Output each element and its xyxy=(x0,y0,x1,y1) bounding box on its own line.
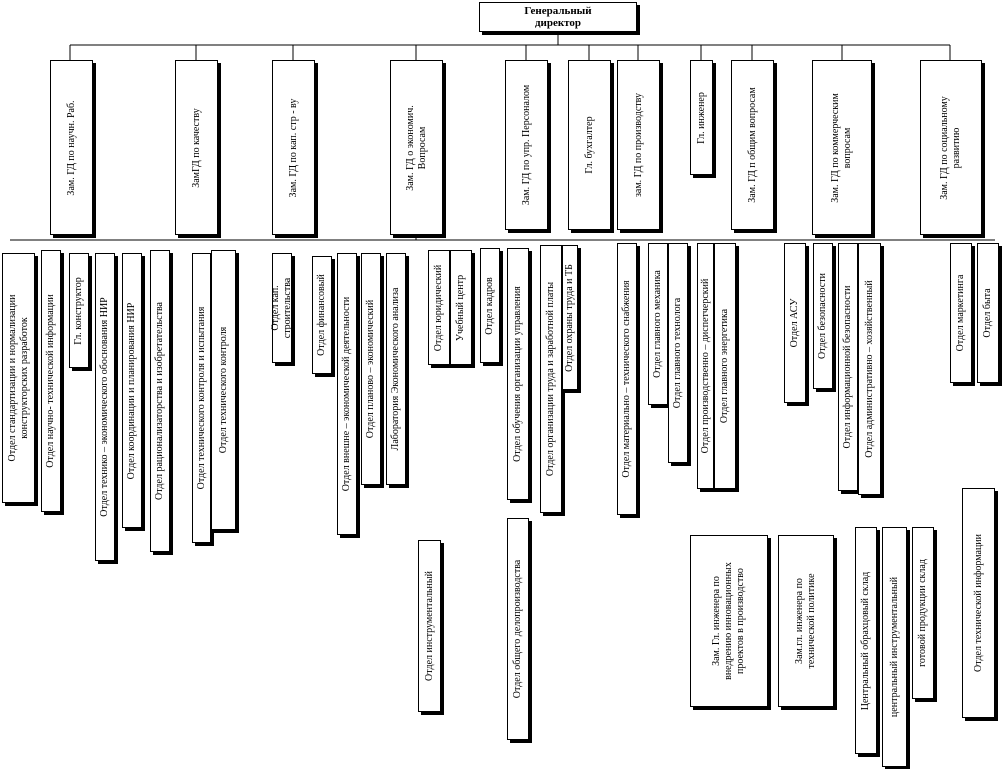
deputy-chief-engineer-innovation xyxy=(690,535,768,707)
dept-label: Отдел стандартизации и нормализации конструкторских разработок xyxy=(6,294,30,462)
training-center xyxy=(450,250,472,365)
dept-technical-information xyxy=(962,488,995,718)
dept-label: Отдел главного энергетика xyxy=(719,308,730,424)
deputy-label: Зам. ГД по упр. Персоналом xyxy=(520,84,532,206)
dept-label: Отдел технической информации xyxy=(972,534,984,672)
dept-label: Отдел технического контроля и испытания xyxy=(195,306,207,490)
dept-label: Отдел безопасности xyxy=(817,273,828,359)
dept-chief-mechanic xyxy=(648,243,668,405)
dept-chief-technologist xyxy=(668,243,688,463)
dept-label: Учебный центр xyxy=(455,274,466,341)
chief-accountant xyxy=(568,60,611,230)
dept-label: Отдел научно- технической информации xyxy=(45,294,56,468)
dept-foreign-economic xyxy=(337,253,357,535)
dept-management-training xyxy=(507,248,529,500)
dept-label: Отдел рационализаторства и изобретательства xyxy=(154,301,165,501)
deputy-label: Зам. ГД по научн. Раб. xyxy=(65,99,77,196)
dept-label: Отдел кап. строительства xyxy=(270,277,293,339)
dept-asu xyxy=(784,243,806,403)
dept-household xyxy=(977,243,999,383)
dept-label: готовой продукции склад xyxy=(917,559,928,667)
deputy-social xyxy=(920,60,982,235)
dept-label: Лаборатория Экономического анализа xyxy=(390,287,401,451)
dept-label: центральный инструментальный xyxy=(888,576,900,718)
deputy-quality xyxy=(175,60,218,235)
deputy-science xyxy=(50,60,93,235)
dept-standardization xyxy=(2,253,35,503)
dept-dispatch xyxy=(697,243,714,489)
finished-goods-warehouse xyxy=(912,527,934,699)
dept-label: Отдел обучения организации управления xyxy=(512,286,523,462)
dept-label: Отдел планово – экономический xyxy=(365,299,376,439)
dept-labor-payroll xyxy=(540,245,562,513)
dept-label: Гл. конструктор xyxy=(73,276,84,345)
deputy-personnel xyxy=(505,60,548,230)
dept-label: Зам. Гл. инженера по внедрению инновационных проектов в производство xyxy=(711,562,746,680)
deputy-label: Зам. ГД п общим вопросам xyxy=(746,87,758,203)
dept-administrative xyxy=(858,243,881,495)
dept-security xyxy=(813,243,833,389)
dept-label: Отдел кадров xyxy=(484,276,495,335)
dept-scientific-info xyxy=(41,250,61,512)
dept-label: Отдел маркетинга xyxy=(955,274,966,352)
dept-label: Отдел технико – экономического обоснования НИР xyxy=(99,297,110,517)
dept-label: Отдел юридический xyxy=(433,264,444,351)
dept-marketing xyxy=(950,243,972,383)
dept-planning-economic xyxy=(361,253,381,485)
dept-label: Отдел технического контроля xyxy=(217,326,229,454)
deputy-economics xyxy=(390,60,443,235)
dept-label: Отдел административно – хозяйственный xyxy=(863,280,875,458)
deputy-general-affairs xyxy=(731,60,774,230)
central-sample-warehouse xyxy=(855,527,877,754)
dept-technical-control xyxy=(211,250,236,530)
dept-label: Зам.гл. инженера по технической политике xyxy=(794,573,817,669)
dept-label: Отдел информационной безопасности xyxy=(842,285,853,449)
deputy-label: Зам. ГД по коммерческим вопросам xyxy=(830,92,853,203)
dept-instrumental xyxy=(418,540,441,712)
deputy-label: ЗамГД по качеству xyxy=(190,107,202,188)
deputy-label: Зам. ГД о экономич. Вопросам xyxy=(404,104,428,191)
deputy-label: Гл. бухгалтер xyxy=(583,116,595,174)
dept-label: Отдел внешне – экономической деятельности xyxy=(341,296,352,492)
dept-label: Отдел материально – технического снабжения xyxy=(621,280,632,478)
chief-designer xyxy=(69,253,89,368)
dept-label: Отдел инструментальный xyxy=(423,571,435,681)
dept-technical-control-testing xyxy=(192,253,211,543)
dept-label: Отдел координации и планирования НИР xyxy=(126,302,137,479)
dept-label: Отдел охраны труда и ТБ xyxy=(564,263,575,372)
dept-label: Отдел производственно – диспетчерский xyxy=(699,278,711,454)
dept-label: Отдел организации труда и заработной платы xyxy=(545,281,556,477)
ceo-label: Генеральный директор xyxy=(524,5,592,29)
dept-rationalization xyxy=(150,250,170,552)
dept-hr xyxy=(480,248,500,363)
dept-label: Отдел финансовый xyxy=(316,274,327,356)
dept-legal xyxy=(428,250,450,365)
deputy-label: Зам. ГД по кап. стр - ву xyxy=(287,98,299,197)
dept-label: Отдел АСУ xyxy=(789,298,800,348)
dept-rnd-justification xyxy=(95,253,115,561)
ceo-box xyxy=(479,2,637,32)
dept-chief-power-engineer xyxy=(714,243,736,489)
dept-label: Центральный обрахцовый склад xyxy=(860,571,871,710)
dept-label: Отдел главного механика xyxy=(652,270,663,378)
deputy-commerce xyxy=(812,60,872,235)
dept-rnd-planning xyxy=(122,253,142,528)
dept-label: Отдел общего делопроизводства xyxy=(512,559,523,699)
dept-labor-safety xyxy=(562,245,578,390)
dept-capital-construction xyxy=(272,253,292,363)
dept-label: Отдел главного технолога xyxy=(672,297,683,409)
dept-general-records xyxy=(507,518,529,740)
deputy-label: Гл. инженер xyxy=(695,91,707,144)
dept-finance xyxy=(312,256,332,374)
chief-engineer xyxy=(690,60,713,175)
dept-label: Отдел быта xyxy=(982,288,993,338)
deputy-label: зам. ГД по производству xyxy=(632,92,644,198)
deputy-capital-construction xyxy=(272,60,315,235)
deputy-label: Зам. ГД по социальному развитию xyxy=(939,95,962,200)
deputy-chief-engineer-tech-policy xyxy=(778,535,834,707)
dept-logistics-supply xyxy=(617,243,637,515)
deputy-production xyxy=(617,60,660,230)
lab-economic-analysis xyxy=(386,253,406,485)
dept-information-security xyxy=(838,243,858,491)
central-instrumental-warehouse xyxy=(882,527,907,767)
